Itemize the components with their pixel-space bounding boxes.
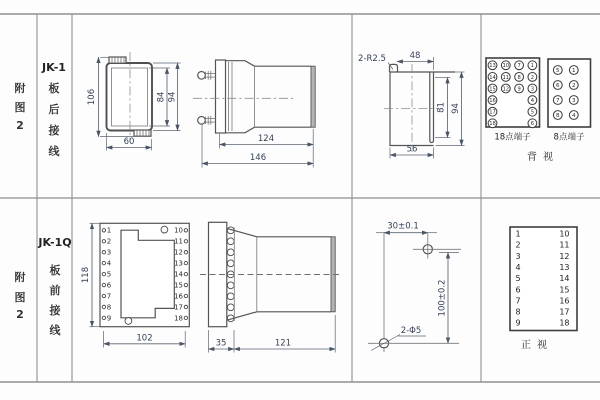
terminal-number: 2 (530, 74, 535, 81)
terminal-number: 10 (559, 229, 570, 239)
jk1q-side-view (200, 222, 342, 352)
terminal-number: 16 (489, 98, 496, 104)
terminal-number: 18 (559, 318, 570, 328)
terminal-number: 15 (174, 281, 183, 290)
jk1-side-view (193, 60, 315, 168)
terminal-number: 13 (559, 262, 570, 272)
terminal-number: 3 (515, 251, 521, 261)
terminal-number: 11 (502, 74, 510, 81)
terminals-18-rear (486, 58, 540, 143)
wiring-label-char: 板 (49, 264, 61, 277)
dim-48: 48 (409, 51, 421, 61)
terminal-number: 14 (174, 270, 183, 279)
terminal-number: 3 (572, 98, 576, 104)
terminal-number: 12 (502, 86, 510, 93)
terminal-number: 2 (106, 237, 112, 246)
terminal-number: 2 (515, 240, 521, 250)
terminal-number: 18 (489, 121, 496, 128)
bottom-row-labels (15, 236, 72, 337)
terminal-number: 3 (530, 86, 535, 93)
terminal-number: 15 (559, 285, 570, 295)
jk1-panel-cutout (358, 51, 464, 159)
fig-label-char: 附 (14, 82, 26, 95)
terminal-number: 1 (572, 68, 576, 74)
fig-label-char: 附 (14, 271, 26, 284)
screw-terminal (198, 116, 216, 125)
terminals-18-label: 18点端子 (494, 132, 531, 143)
dim-121: 121 (274, 338, 292, 349)
dim-102: 102 (136, 333, 153, 344)
terminal-number: 4 (106, 259, 112, 268)
terminal-number: 1 (106, 226, 112, 235)
wiring-label-char: 线 (48, 145, 60, 158)
fig-label-char: 2 (16, 308, 24, 321)
terminal-number: 1 (530, 63, 535, 70)
terminal-number: 6 (556, 83, 560, 89)
terminals-8-label: 8点端子 (553, 132, 585, 143)
dim-35: 35 (215, 338, 227, 349)
terminal-number: 12 (174, 248, 183, 257)
terminal-number: 1 (515, 229, 521, 239)
terminal-number: 7 (556, 98, 560, 104)
terminal-number: 17 (174, 303, 183, 312)
terminal-number: 4 (530, 98, 535, 104)
terminal-number: 12 (559, 251, 570, 261)
dim-81: 81 (436, 102, 447, 113)
wiring-label-char: 前 (49, 284, 61, 297)
mounting-hole (125, 318, 132, 325)
dim-60: 60 (123, 137, 135, 147)
terminal-number: 11 (559, 240, 570, 250)
dim-holes: 2-Φ5 (400, 326, 422, 336)
dim-radius: 2-R2.5 (358, 54, 386, 64)
front-view-label: 正视 (521, 340, 553, 351)
terminal-number: 15 (489, 86, 496, 93)
wiring-label-char: 线 (49, 324, 61, 337)
terminal-number: 10 (502, 63, 510, 70)
terminal-number: 8 (106, 303, 112, 312)
terminal-number: 8 (515, 307, 521, 317)
terminal-number: 16 (559, 296, 570, 306)
terminal-number: 2 (572, 83, 576, 89)
fig-label-char: 2 (16, 119, 24, 132)
terminal-number: 7 (517, 63, 521, 70)
terminal-number: 9 (515, 318, 521, 328)
terminal-number: 7 (515, 296, 521, 306)
dim-118: 118 (81, 266, 91, 284)
terminal-number: 9 (106, 314, 112, 323)
terminal-number: 18 (174, 314, 183, 323)
model-name: JK-1 (42, 61, 66, 74)
screw-terminal (198, 71, 216, 80)
terminal-number: 5 (515, 274, 521, 284)
terminal-number: 14 (489, 74, 496, 81)
terminal-number: 16 (174, 292, 183, 301)
terminal-number: 4 (572, 113, 576, 119)
dim-146: 146 (249, 153, 267, 163)
terminal-number: 6 (515, 285, 521, 295)
terminals-front-table (510, 227, 577, 351)
dim-56: 56 (406, 144, 418, 155)
dim-124: 124 (257, 134, 275, 144)
terminal-number: 17 (489, 109, 496, 116)
wiring-label-char: 接 (49, 304, 61, 317)
jk1q-front-view (81, 223, 189, 347)
fig-label-char: 图 (14, 291, 26, 304)
terminal-number: 11 (174, 237, 183, 246)
dim-84: 84 (156, 91, 167, 103)
terminal-number: 8 (556, 113, 560, 119)
terminal-number: 13 (174, 259, 183, 268)
dim-30: 30±0.1 (387, 221, 419, 232)
fig-label-char: 图 (14, 101, 26, 114)
mounting-hole (161, 226, 168, 233)
top-row-labels (15, 61, 66, 158)
terminal-number: 5 (106, 270, 112, 279)
jk1-front-view (87, 52, 181, 151)
wiring-label-char: 板 (48, 82, 60, 95)
terminal-number: 3 (106, 248, 112, 257)
drilling-template (368, 222, 461, 353)
wiring-label-char: 后 (48, 103, 60, 116)
terminal-number: 17 (559, 307, 570, 317)
wiring-label-char: 接 (48, 124, 60, 137)
terminal-number: 5 (530, 109, 535, 116)
terminal-number: 6 (106, 281, 112, 290)
terminal-number: 9 (517, 86, 521, 93)
dim-94: 94 (167, 91, 178, 103)
dim-94: 94 (451, 103, 461, 114)
terminal-number: 7 (106, 292, 112, 301)
terminal-number: 14 (559, 274, 570, 284)
model-name: JK-1Q (38, 236, 72, 249)
terminal-number: 4 (515, 262, 521, 272)
terminal-number: 10 (174, 226, 183, 235)
dim-100: 100±0.2 (437, 279, 448, 317)
rear-view-label: 背视 (527, 152, 559, 163)
terminal-number: 6 (530, 121, 535, 128)
dim-106: 106 (87, 88, 97, 106)
terminal-number: 5 (556, 68, 560, 74)
terminal-number: 13 (489, 63, 496, 70)
terminal-number: 8 (517, 74, 521, 81)
